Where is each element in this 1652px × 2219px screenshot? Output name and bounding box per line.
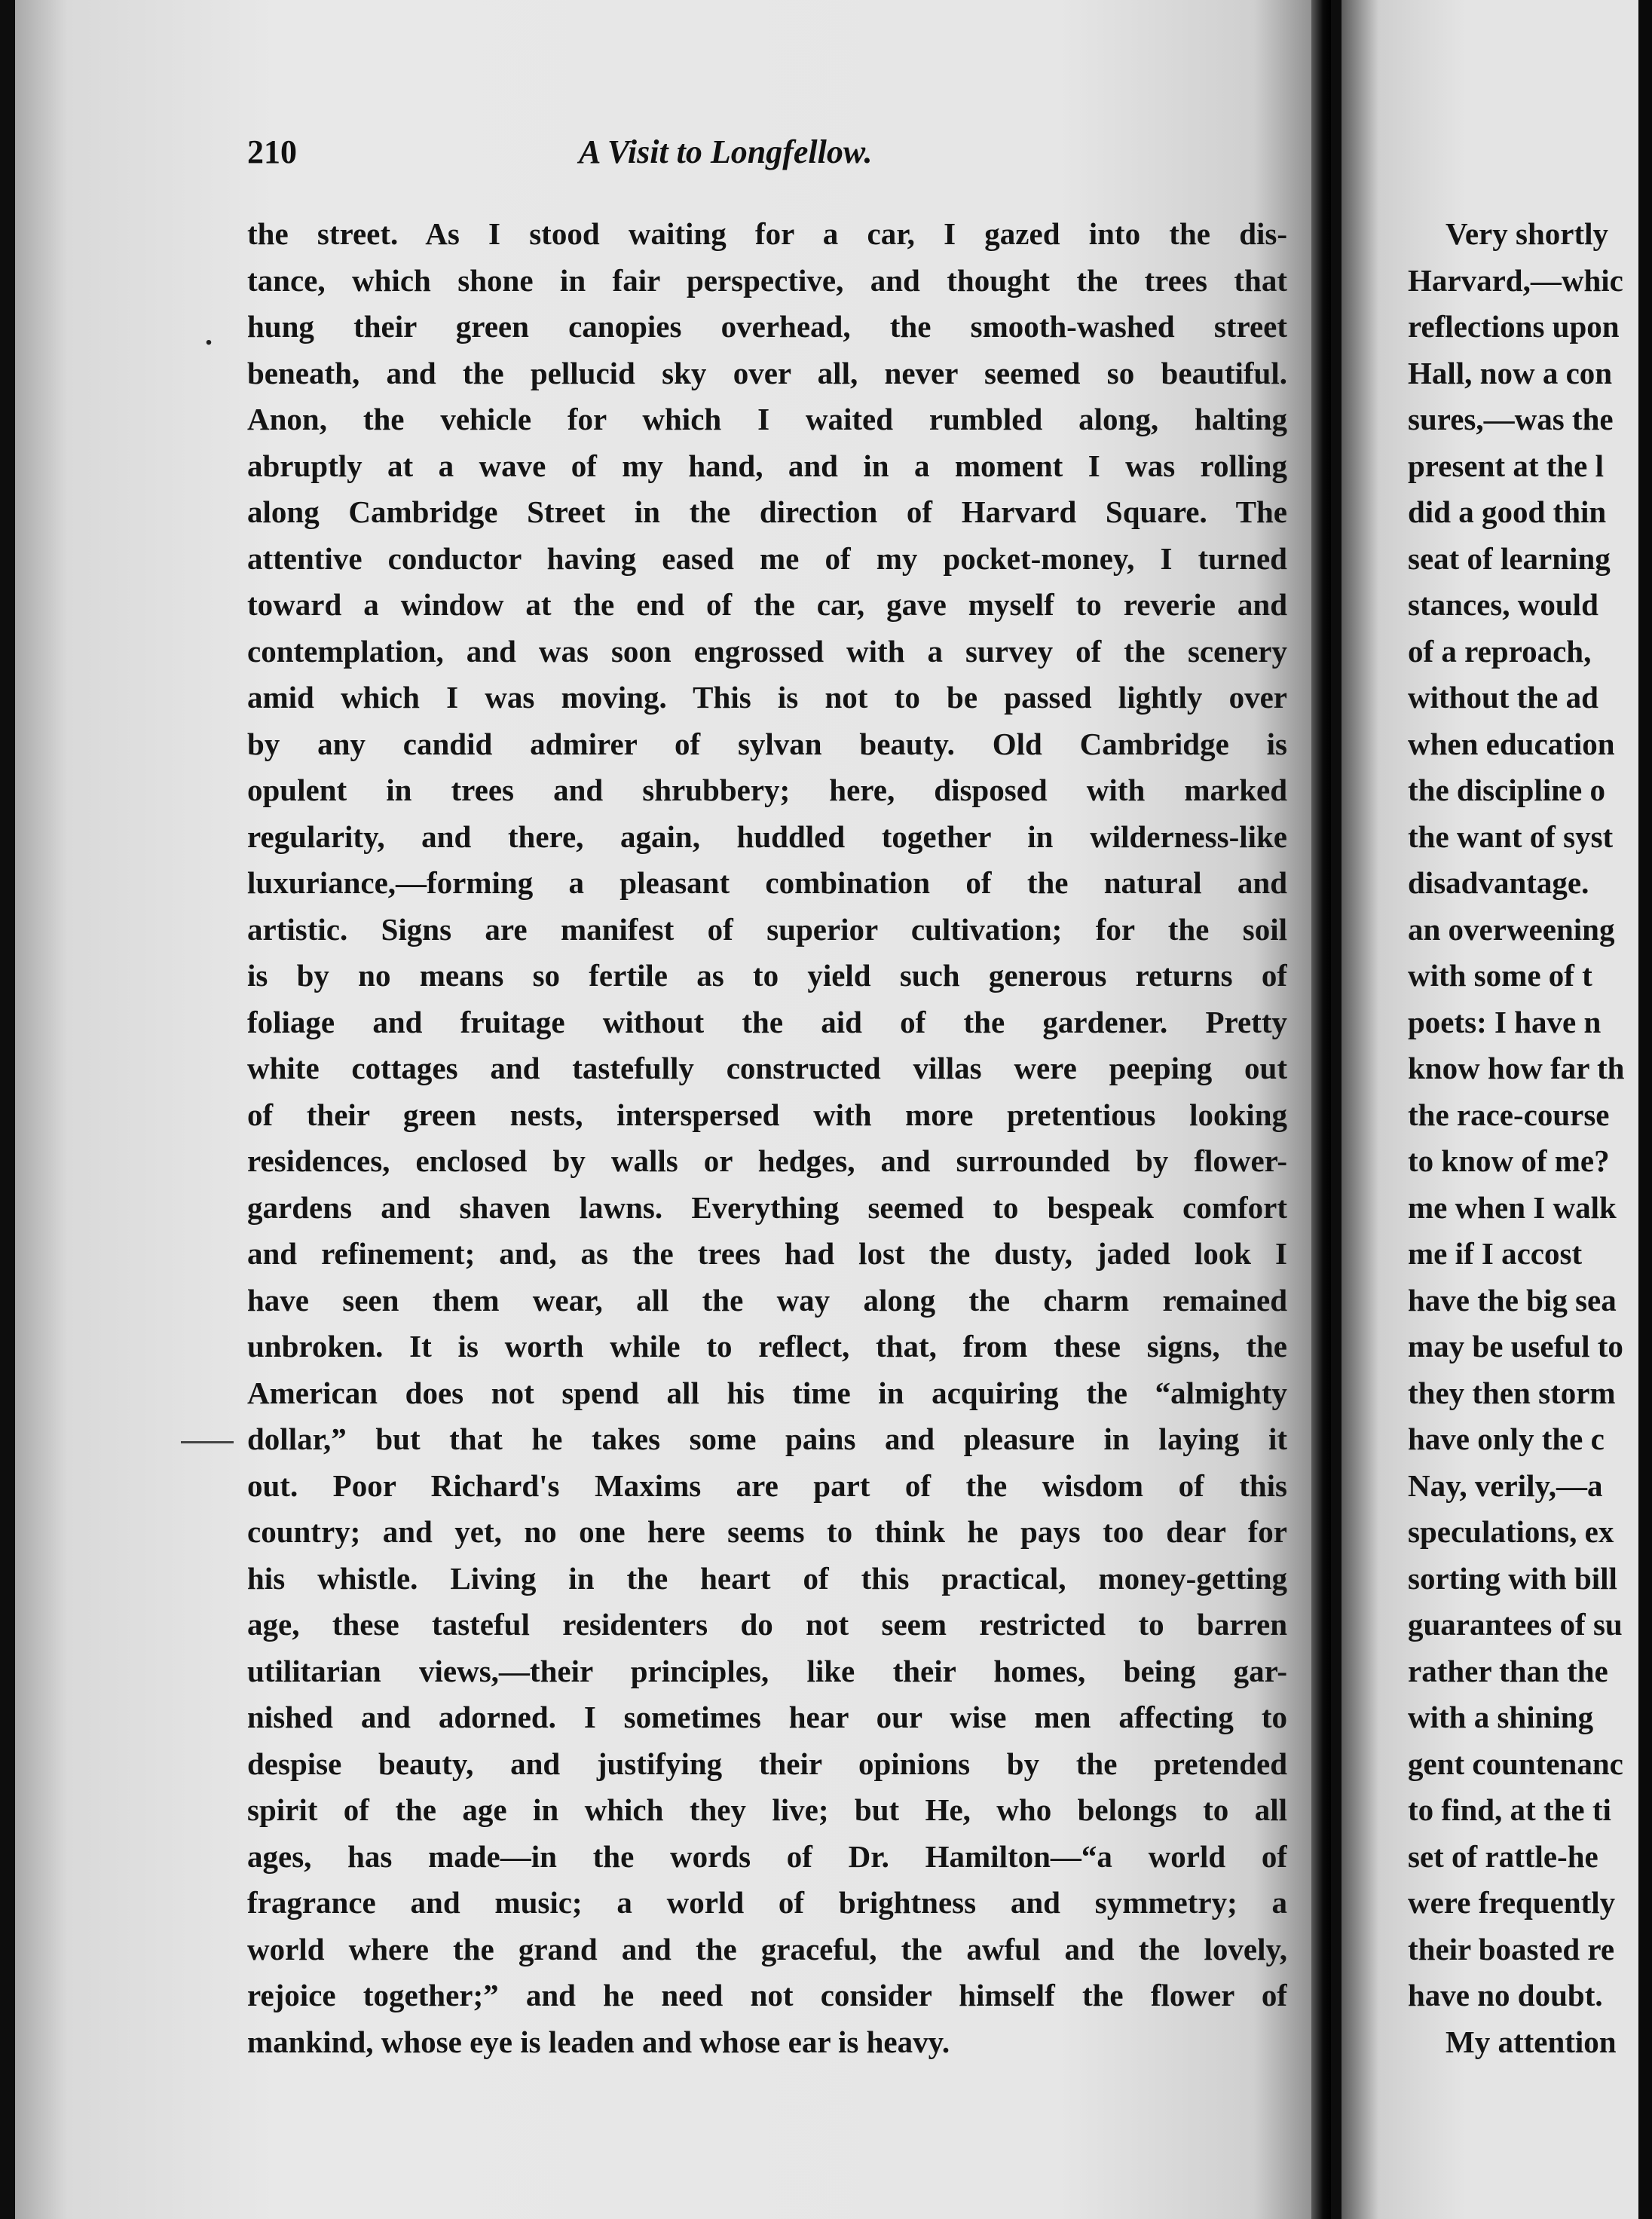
text-line: spirit of the age in which they live; but He, who belongs to all (247, 1792, 1287, 1827)
text-line: gardens and shaven lawns. Everything seemed to bespeak comfort (247, 1189, 1287, 1225)
text-line: Anon, the vehicle for which I waited rumbled along, halting (247, 402, 1287, 436)
text-line: when education (1408, 726, 1615, 761)
text-line: reflections upon (1408, 309, 1620, 344)
text-line: is by no means so fertile as to yield such generous returns of (247, 958, 1287, 993)
text-line: the want of syst (1408, 819, 1614, 854)
text-line: Nay, verily,—a (1408, 1468, 1603, 1503)
text-line: set of rattle-he (1408, 1838, 1598, 1874)
text-line: utilitarian views,—their principles, like their homes, being gar- (247, 1653, 1287, 1688)
text-line: ages, has made—in the words of Dr. Hamilton—“a world of (247, 1838, 1287, 1874)
page-header (247, 133, 1302, 178)
text-line: Very shortly (1446, 216, 1608, 251)
text-line: hung their green canopies overhead, the smooth-washed street (247, 309, 1287, 344)
text-line: with some of t (1408, 958, 1592, 993)
text-line: have the big sea (1408, 1282, 1617, 1318)
text-line: age, these tasteful residenters do not seem restricted to barren (247, 1607, 1287, 1642)
text-line: with a shining (1408, 1700, 1594, 1734)
text-line: unbroken. It is worth while to reflect, that, from these signs, the (247, 1329, 1287, 1364)
text-line: gent countenanc (1408, 1746, 1623, 1781)
text-line: of their green nests, interspersed with more pretentious looking (247, 1097, 1287, 1132)
text-line: they then storm (1408, 1375, 1616, 1410)
text-line: may be useful to (1408, 1329, 1623, 1364)
text-line: me when I walk (1408, 1189, 1617, 1225)
text-line: stances, would (1408, 587, 1598, 622)
text-line: by any candid admirer of sylvan beauty. Old Cambridge is (247, 726, 1287, 761)
text-line: opulent in trees and shrubbery; here, disposed with marked (247, 773, 1287, 807)
text-line: know how far th (1408, 1051, 1625, 1085)
text-line: sorting with bill (1408, 1560, 1617, 1596)
text-line: the discipline o (1408, 773, 1605, 807)
text-line: luxuriance,—forming a pleasant combination of the natural and (247, 865, 1287, 900)
left-page-text (247, 211, 1287, 2065)
text-line: disadvantage. (1408, 865, 1589, 900)
text-line: their boasted re (1408, 1931, 1615, 1966)
text-line: American does not spend all his time in acquiring the “almighty (247, 1375, 1287, 1410)
text-line: did a good thin (1408, 494, 1607, 529)
text-line: and refinement; and, as the trees had lost the dusty, jaded look I (247, 1236, 1287, 1271)
text-line: white cottages and tastefully constructed villas were peeping out (247, 1051, 1287, 1085)
text-line: Harvard,—whic (1408, 262, 1623, 298)
text-line: his whistle. Living in the heart of this practical, money-getting (247, 1560, 1287, 1596)
text-line: to find, at the ti (1408, 1792, 1611, 1827)
text-line: artistic. Signs are manifest of superior cultivation; for the soil (247, 911, 1287, 947)
text-line: Hall, now a con (1408, 355, 1613, 390)
text-line: guarantees of su (1408, 1607, 1623, 1642)
text-line: rather than the (1408, 1653, 1608, 1688)
text-line: the race-course (1408, 1097, 1610, 1132)
text-line: foliage and fruitage without the aid of the gardener. Pretty (247, 1004, 1287, 1039)
text-line: regularity, and there, again, huddled together in wilderness-like (247, 819, 1287, 854)
text-line: have seen them wear, all the way along the charm remained (247, 1282, 1287, 1318)
text-line: fragrance and music; a world of brightness and symmetry; a (247, 1885, 1287, 1920)
running-title: A Visit to Longfellow. (579, 133, 873, 170)
text-line: contemplation, and was soon engrossed with a survey of the scenery (247, 633, 1287, 669)
text-line: sures,—was the (1408, 402, 1614, 436)
text-line: seat of learning (1408, 540, 1611, 576)
text-line: present at the l (1408, 448, 1605, 483)
text-line: have no doubt. (1408, 1978, 1603, 2012)
text-line: the street. As I stood waiting for a car, I gazed into the dis- (247, 216, 1287, 251)
text-line: along Cambridge Street in the direction of Harvard Square. The (247, 494, 1287, 529)
text-line: despise beauty, and justifying their opinions by the pretended (247, 1746, 1287, 1781)
text-line: country; and yet, no one here seems to think he pays too dear for (247, 1514, 1287, 1549)
page-number: 210 (247, 133, 297, 170)
text-line: were frequently (1408, 1885, 1616, 1920)
text-line: an overweening (1408, 911, 1615, 947)
text-line: amid which I was moving. This is not to be passed lightly over (247, 680, 1287, 715)
text-line: My attention (1446, 2024, 1617, 2059)
text-line: poets: I have n (1408, 1004, 1602, 1039)
text-line: toward a window at the end of the car, gave myself to reverie and (247, 587, 1287, 622)
text-line: mankind, whose eye is leaden and whose ear is heavy. (247, 2024, 950, 2059)
margin-dot: . (205, 317, 213, 351)
text-line: me if I accost (1408, 1236, 1583, 1271)
text-line: residences, enclosed by walls or hedges, and surrounded by flower- (247, 1143, 1287, 1178)
text-line: world where the grand and the graceful, the awful and the lovely, (247, 1931, 1287, 1966)
margin-mark (181, 1441, 234, 1443)
text-line: dollar,” but that he takes some pains and pleasure in laying it (247, 1422, 1287, 1456)
right-page-text (1408, 211, 1652, 2065)
text-line: without the ad (1408, 680, 1598, 715)
text-line: tance, which shone in fair perspective, and thought the trees that (247, 262, 1287, 298)
text-line: rejoice together;” and he need not consider himself the flower of (247, 1978, 1287, 2012)
text-line: nished and adorned. I sometimes hear our wise men affecting to (247, 1700, 1287, 1734)
text-line: of a reproach, (1408, 633, 1592, 669)
text-line: abruptly at a wave of my hand, and in a moment I was rolling (247, 448, 1287, 483)
text-line: speculations, ex (1408, 1514, 1614, 1549)
text-line: have only the c (1408, 1422, 1605, 1456)
book-gutter (1311, 0, 1331, 2219)
text-line: beneath, and the pellucid sky over all, never seemed so beautiful. (247, 355, 1287, 390)
text-line: to know of me? (1408, 1143, 1610, 1178)
text-line: attentive conductor having eased me of my pocket-money, I turned (247, 540, 1287, 576)
text-line: out. Poor Richard's Maxims are part of the wisdom of this (247, 1468, 1287, 1503)
